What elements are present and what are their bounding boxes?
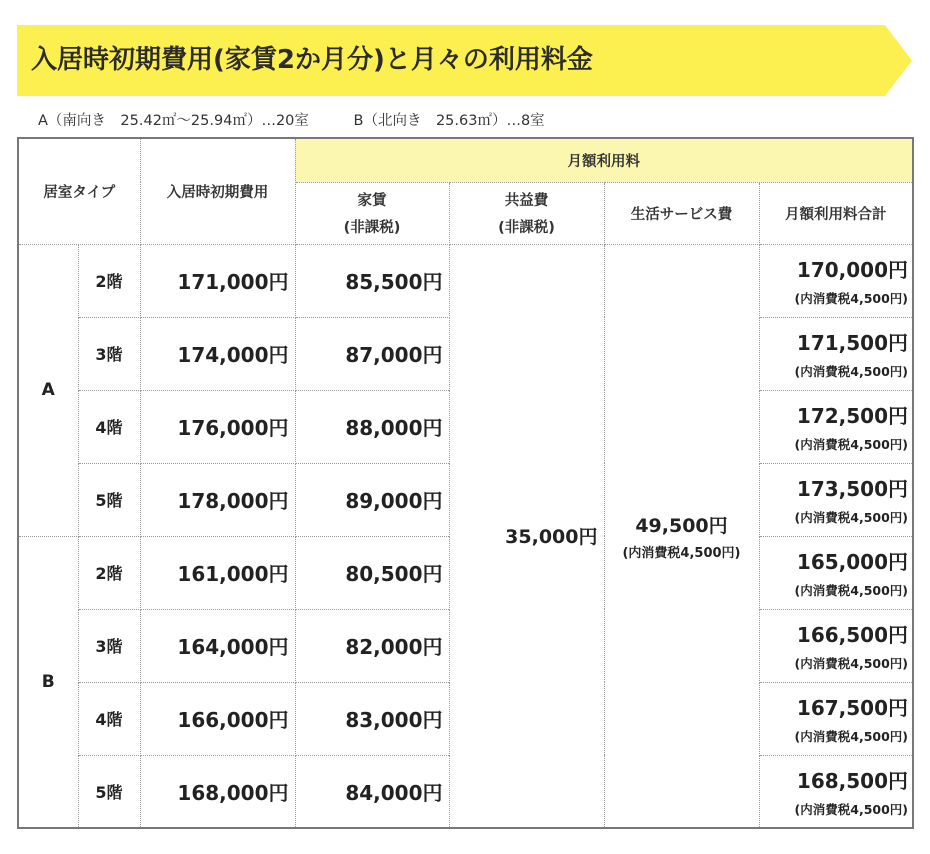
rent-cell: 89,000円 (295, 463, 449, 536)
floor-cell: 3階 (78, 609, 140, 682)
total-value: 171,500円 (796, 331, 908, 355)
total-tax: (内消費税4,500円) (794, 801, 908, 817)
initial-cost-cell: 166,000円 (140, 682, 295, 755)
total-tax: (内消費税4,500円) (794, 656, 908, 671)
header-rent (295, 182, 449, 244)
rent-cell: 87,000円 (295, 317, 449, 390)
rent-cell: 80,500円 (295, 536, 449, 609)
total-tax: (内消費税4,500円) (794, 510, 908, 525)
service-fee-value: 49,500円 (635, 514, 728, 537)
initial-cost-cell: 161,000円 (140, 536, 295, 609)
floor-cell: 5階 (78, 463, 140, 536)
table-row (18, 244, 913, 317)
initial-cost-cell: 164,000円 (140, 609, 295, 682)
total-value: 166,500円 (796, 623, 908, 647)
floor-cell: 5階 (78, 755, 140, 828)
header-common-fee (449, 182, 604, 244)
header-total: 月額利用料合計 (759, 182, 913, 244)
type-a-cell: A (18, 244, 78, 536)
initial-cost-cell: 176,000円 (140, 390, 295, 463)
total-cell (759, 755, 913, 828)
header-common-label: 共益費 (504, 193, 549, 209)
total-value: 170,000円 (796, 258, 908, 282)
total-value: 168,500円 (796, 768, 908, 793)
fee-table (17, 137, 914, 829)
floor-cell: 4階 (78, 390, 140, 463)
total-value: 165,000円 (796, 550, 908, 574)
title-banner (17, 25, 912, 96)
total-cell (759, 463, 913, 536)
room-info-b: B（北向き 25.63㎡）…8室 (353, 113, 545, 129)
common-fee-cell: 35,000円 (449, 244, 604, 828)
total-tax: (内消費税4,500円) (794, 729, 908, 744)
floor-cell: 2階 (78, 244, 140, 317)
type-b-cell: B (18, 536, 78, 828)
room-info-a: A（南向き 25.42㎡～25.94㎡）…20室 (38, 113, 309, 129)
rent-cell: 83,000円 (295, 682, 449, 755)
initial-cost-cell: 168,000円 (140, 755, 295, 828)
total-tax: (内消費税4,500円) (794, 291, 908, 306)
rent-cell: 85,500円 (295, 244, 449, 317)
header-rent-note: (非課税) (343, 220, 401, 236)
total-cell (759, 244, 913, 317)
total-cell (759, 317, 913, 390)
rent-cell: 84,000円 (295, 755, 449, 828)
floor-cell: 4階 (78, 682, 140, 755)
header-monthly-fee: 月額利用料 (295, 138, 913, 182)
header-common-note: (非課税) (498, 220, 555, 236)
service-fee-tax: (内消費税4,500円) (622, 545, 741, 561)
total-cell (759, 390, 913, 463)
total-cell (759, 536, 913, 609)
initial-cost-cell: 171,000円 (140, 244, 295, 317)
floor-cell: 3階 (78, 317, 140, 390)
total-cell (759, 682, 913, 755)
initial-cost-cell: 178,000円 (140, 463, 295, 536)
total-tax: (内消費税4,500円) (794, 364, 908, 379)
total-value: 173,500円 (796, 477, 908, 501)
service-fee-cell (604, 244, 759, 828)
floor-cell: 2階 (78, 536, 140, 609)
total-value: 167,500円 (796, 696, 908, 720)
header-initial-cost: 入居時初期費用 (140, 138, 295, 244)
total-tax: (内消費税4,500円) (794, 583, 908, 598)
header-room-type: 居室タイプ (18, 138, 140, 244)
total-cell (759, 609, 913, 682)
header-rent-label: 家賃 (357, 193, 387, 209)
initial-cost-cell: 174,000円 (140, 317, 295, 390)
header-service-fee: 生活サービス費 (604, 182, 759, 244)
total-tax: (内消費税4,500円) (794, 437, 908, 452)
total-value: 172,500円 (796, 404, 908, 428)
rent-cell: 88,000円 (295, 390, 449, 463)
page-title: 入居時初期費用(家賃2か月分)と月々の利用料金 (31, 45, 593, 75)
room-info (38, 109, 585, 130)
rent-cell: 82,000円 (295, 609, 449, 682)
